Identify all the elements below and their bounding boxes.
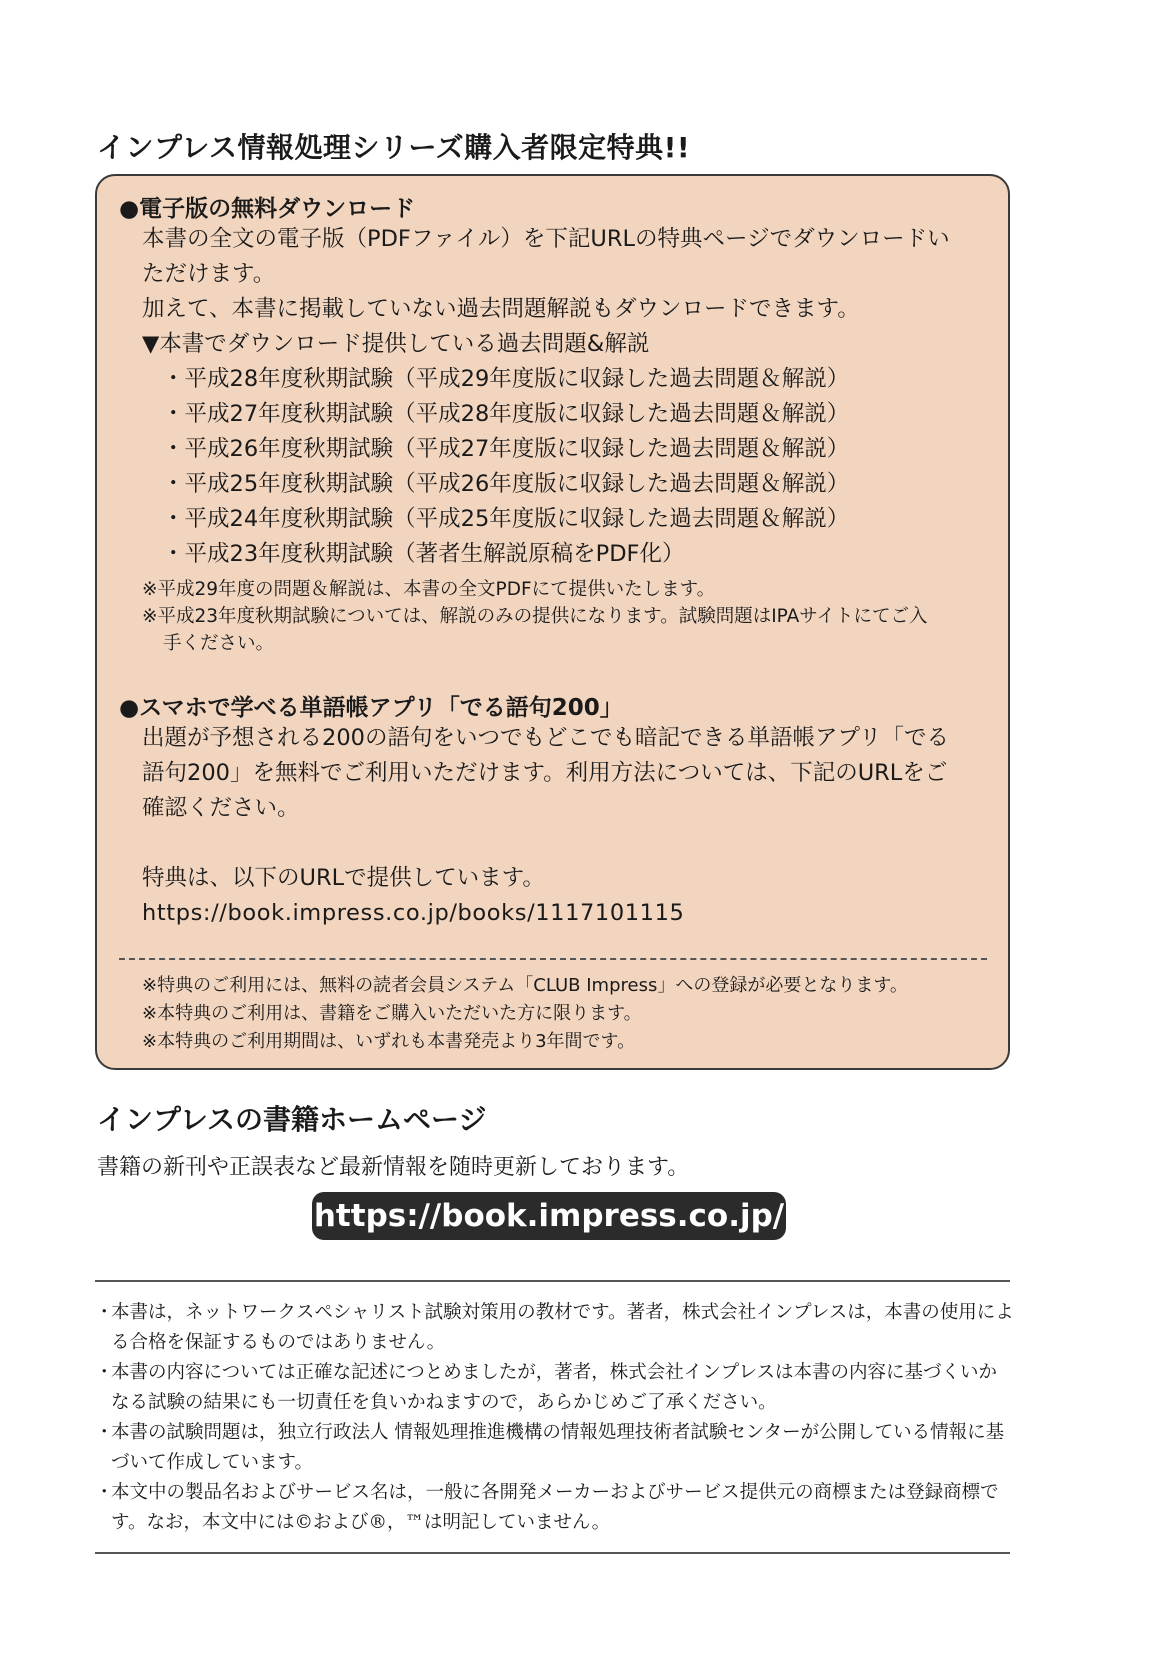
homepage-heading: インプレスの書籍ホームページ [97,1103,487,1136]
homepage-description: 書籍の新刊や正誤表など最新情報を随時更新しております。 [97,1155,690,1180]
app-section-title: ●スマホで学べる単語帳アプリ「でる語句200」 [119,695,623,721]
app-description-line1: 出題が予想される200の語句をいつでもどこでも暗記できる単語帳アプリ「でる [142,725,950,751]
ebook-description-line1: 本書の全文の電子版（PDFファイル）を下記URLの特典ページでダウンロードい [142,226,950,252]
past-exam-description: 加えて、本書に掲載していない過去問題解説もダウンロードできます。 [142,296,860,322]
offer-url-link[interactable]: https://book.impress.co.jp/books/1117101115 [142,900,685,926]
list-item: ・平成25年度秋期試験（平成26年度版に収録した過去問題＆解説） [162,471,850,497]
disclaimer-item: ・ 本書の試験問題は，独立行政法人 情報処理推進機構の情報処理技術者試験センターが公開している情報に基づいて作成しています。 [95,1422,1005,1473]
list-item: ・平成26年度秋期試験（平成27年度版に収録した過去問題＆解説） [162,436,850,462]
special-offer-heading: インプレス情報処理シリーズ購入者限定特典!! [97,131,691,164]
ebook-description-line2: ただけます。 [142,261,276,287]
app-description-line2: 語句200」を無料でご利用いただけます。利用方法については、下記のURLをご [142,760,948,786]
offer-url-intro: 特典は、以下のURLで提供しています。 [142,865,545,891]
homepage-url-button[interactable]: https://book.impress.co.jp/ [312,1192,786,1240]
top-rule [95,1280,1010,1282]
offer-footnote: ※特典のご利用には、無料の読者会員システム「CLUB Impress」への登録が必要となります。 [142,975,908,996]
offer-footnote: ※本特典のご利用期間は、いずれも本書発売より3年間です。 [142,1031,636,1052]
disclaimer-item: ・ 本文中の製品名およびサービス名は，一般に各開発メーカーおよびサービス提供元の商標または登録商標です。なお，本文中には©および®，™は明記していません。 [95,1482,999,1533]
ebook-section-title: ●電子版の無料ダウンロード [119,196,416,222]
dashed-divider [119,958,987,960]
offer-footnote: ※本特典のご利用は、書籍をご購入いただいた方に限ります。 [142,1003,642,1024]
list-item: ・平成27年度秋期試験（平成28年度版に収録した過去問題＆解説） [162,401,850,427]
note-h23-line2: 手ください。 [163,633,275,654]
note-pdf: ※平成29年度の問題＆解説は、本書の全文PDFにて提供いたします。 [142,579,716,600]
list-item: ・平成23年度秋期試験（著者生解説原稿をPDF化） [162,541,685,567]
list-item: ・平成28年度秋期試験（平成29年度版に収録した過去問題＆解説） [162,366,850,392]
bottom-rule [95,1552,1010,1554]
disclaimer-notes [95,1298,1015,1538]
special-offer-box [95,174,1010,1070]
app-description-line3: 確認ください。 [142,795,300,821]
past-exam-list-title: ▼本書でダウンロード提供している過去問題&解説 [142,331,650,357]
list-item: ・平成24年度秋期試験（平成25年度版に収録した過去問題＆解説） [162,506,850,532]
disclaimer-item: ・ 本書の内容については正確な記述につとめましたが，著者，株式会社インプレスは本書の内容に基づくいかなる試験の結果にも一切責任を負いかねますので，あらかじめご了承ください。 [95,1362,997,1413]
disclaimer-item: ・ 本書は，ネットワークスペシャリスト試験対策用の教材です。著者，株式会社インプレスは，本書の使用による合格を保証するものではありません。 [95,1302,1014,1353]
note-h23-line1: ※平成23年度秋期試験については、解説のみの提供になります。試験問題はIPAサイトにてご入 [142,606,928,627]
